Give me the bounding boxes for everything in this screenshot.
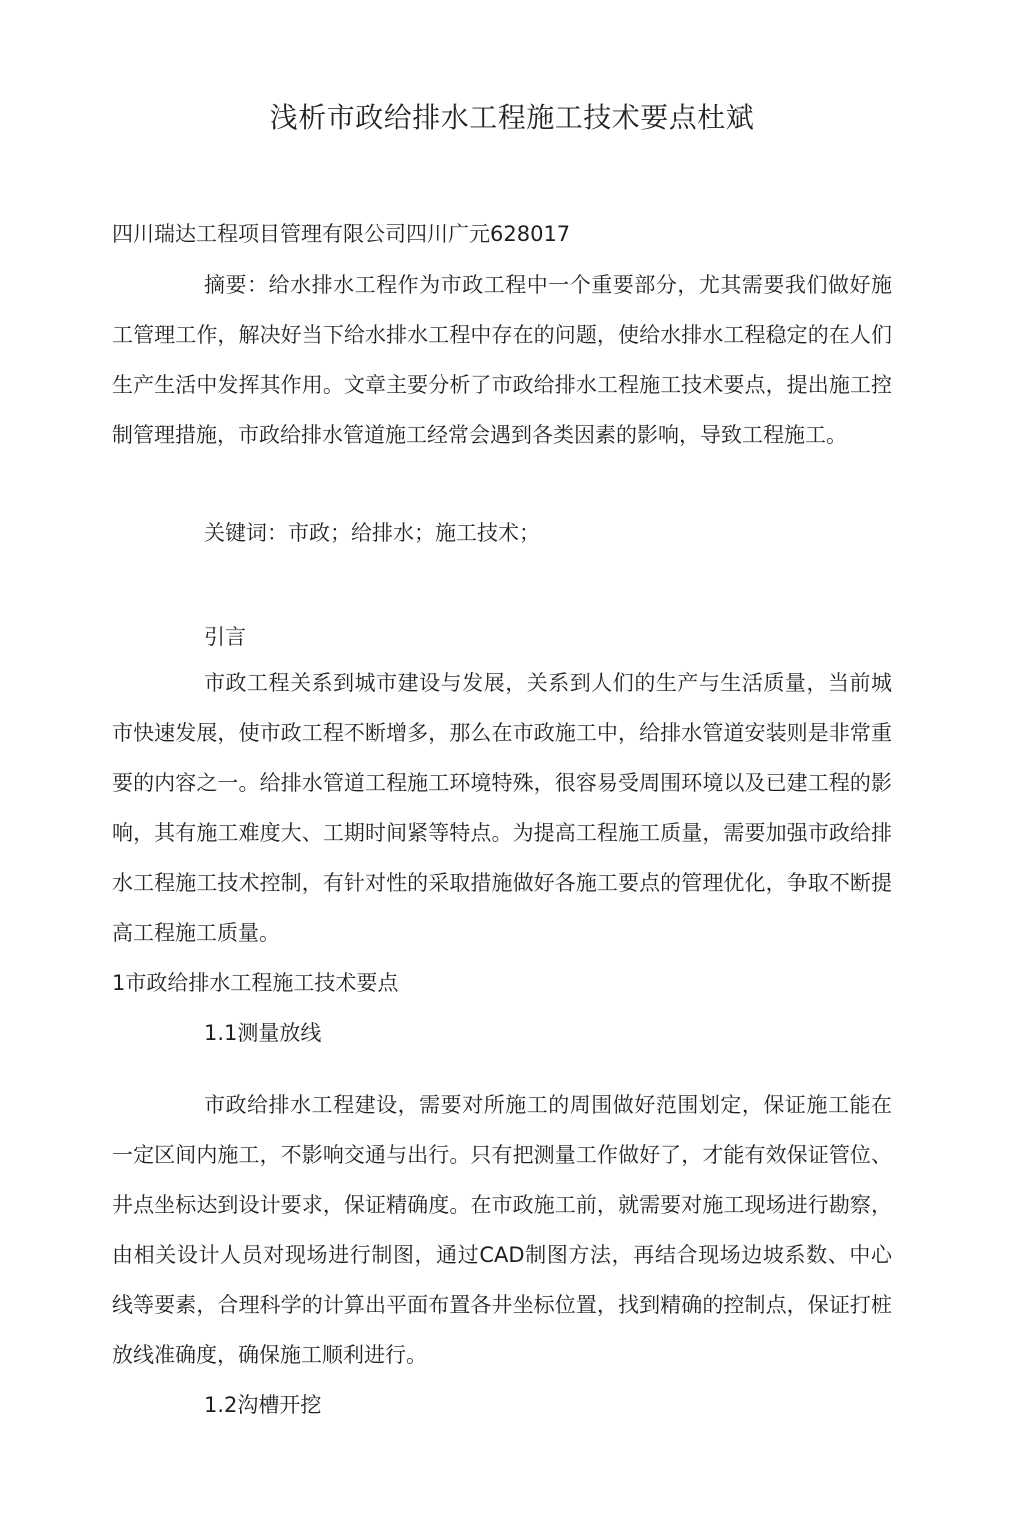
intro-paragraph: 市政工程关系到城市建设与发展，关系到人们的生产与生活质量，当前城市快速发展，使市政工程不断增多，那么在市政施工中，给排水管道安装则是非常重要的内容之一。给排水管道工程施工环境特殊，很容易受周围环境以及已建工程的影响，其有施工难度大、工期时间紧等特点。为提高工程施工质量，需要加强市政给排水工程施工技术控制，有针对性的采取措施做好各施工要点的管理优化，争取不断提高工程施工质量。 — [112, 671, 892, 945]
author-affiliation: 四川瑞达工程项目管理有限公司四川广元628017 — [112, 222, 571, 246]
section-1-2-heading: 1.2沟槽开挖 — [204, 1393, 322, 1417]
keywords-line: 关键词：市政；给排水；施工技术； — [204, 521, 540, 545]
intro-heading: 引言 — [204, 625, 246, 649]
section-1-heading: 1市政给排水工程施工技术要点 — [112, 971, 399, 995]
abstract-paragraph: 摘要：给水排水工程作为市政工程中一个重要部分，尤其需要我们做好施工管理工作，解决好当下给水排水工程中存在的问题，使给水排水工程稳定的在人们生产生活中发挥其作用。文章主要分析了市政给排水工程施工技术要点，提出施工控制管理措施，市政给排水管道施工经常会遇到各类因素的影响，导致工程施工。 — [112, 273, 892, 447]
section-1-1-heading: 1.1测量放线 — [204, 1021, 322, 1045]
section-1-1-paragraph: 市政给排水工程建设，需要对所施工的周围做好范围划定，保证施工能在一定区间内施工，不影响交通与出行。只有把测量工作做好了，才能有效保证管位、井点坐标达到设计要求，保证精确度。在市政施工前，就需要对施工现场进行勘察，由相关设计人员对现场进行制图，通过CAD制图方法，再结合现场边坡系数、中心线等要素，合理科学的计算出平面布置各井坐标位置，找到精确的控制点，保证打桩放线准确度，确保施工顺利进行。 — [112, 1093, 892, 1367]
document-title: 浅析市政给排水工程施工技术要点杜斌 — [269, 101, 755, 134]
